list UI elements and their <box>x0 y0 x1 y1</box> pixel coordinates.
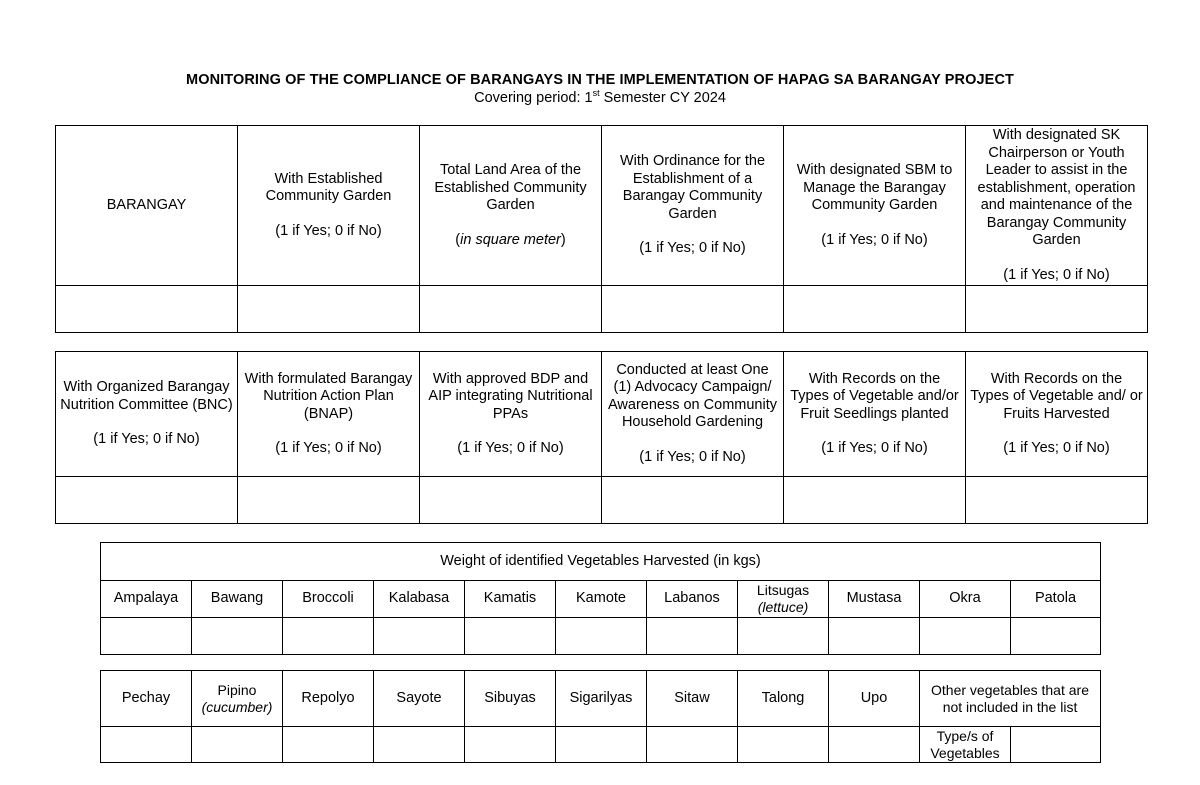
covering-period <box>0 90 1200 106</box>
vegetables-harvested-table-2 <box>100 670 1101 763</box>
header-label: With formulated Barangay Nutrition Action Plan (BNAP) <box>244 370 413 422</box>
header-label: With Organized Barangay Nutrition Committee (BNC) <box>60 379 233 413</box>
input-cell[interactable] <box>56 286 238 333</box>
veg-mustasa: Mustasa <box>829 581 920 618</box>
veg-patola: Patola <box>1011 581 1101 618</box>
header-note: (1 if Yes; 0 if No) <box>821 231 928 248</box>
header-label: With Records on the Types of Vegetable and/or Fruit Seedlings planted <box>790 370 959 422</box>
veg-broccoli: Broccoli <box>283 581 374 618</box>
header-harvest-records <box>966 352 1148 477</box>
header-label: With approved BDP and AIP integrating Nutritional PPAs <box>428 370 593 422</box>
input-cell[interactable] <box>966 286 1148 333</box>
input-cell[interactable] <box>101 618 192 655</box>
input-cell[interactable] <box>192 618 283 655</box>
vegetables-harvested-table <box>100 542 1101 655</box>
input-cell[interactable] <box>738 727 829 763</box>
veg-sitaw: Sitaw <box>647 671 738 727</box>
input-cell[interactable] <box>420 477 602 524</box>
veg-pechay: Pechay <box>101 671 192 727</box>
input-cell[interactable] <box>829 618 920 655</box>
input-cell[interactable] <box>784 286 966 333</box>
header-note: (1 if Yes; 0 if No) <box>457 440 564 456</box>
input-cell[interactable] <box>784 477 966 524</box>
header-label: Total Land Area of the Established Community Garden <box>434 162 587 213</box>
harvest-weight-heading: Weight of identified Vegetables Harvested (in kgs) <box>101 543 1101 581</box>
input-cell[interactable] <box>192 727 283 763</box>
header-bnc <box>56 352 238 477</box>
header-sk-chairperson <box>966 126 1148 286</box>
input-cell[interactable] <box>101 727 192 763</box>
header-sbm <box>784 126 966 286</box>
other-vegetables-header: Other vegetables that are not included in the list <box>920 671 1101 727</box>
veg-sibuyas: Sibuyas <box>465 671 556 727</box>
header-note: (1 if Yes; 0 if No) <box>1003 266 1110 283</box>
header-note: (1 if Yes; 0 if No) <box>275 222 382 239</box>
input-cell[interactable] <box>647 727 738 763</box>
header-note: (1 if Yes; 0 if No) <box>821 440 928 456</box>
veg-talong: Talong <box>738 671 829 727</box>
veg-sayote: Sayote <box>374 671 465 727</box>
input-cell[interactable] <box>829 727 920 763</box>
veg-kamatis: Kamatis <box>465 581 556 618</box>
header-label: Conducted at least One (1) Advocacy Campaign/ Awareness on Community Household Gardening <box>608 361 777 431</box>
input-cell[interactable] <box>238 286 420 333</box>
header-note: (1 if Yes; 0 if No) <box>1003 440 1110 456</box>
veg-okra: Okra <box>920 581 1011 618</box>
input-cell[interactable] <box>374 618 465 655</box>
input-cell[interactable] <box>556 727 647 763</box>
input-cell[interactable] <box>647 618 738 655</box>
veg-kalabasa: Kalabasa <box>374 581 465 618</box>
input-cell[interactable] <box>1011 727 1101 763</box>
nutrition-compliance-table <box>55 351 1148 524</box>
header-note: (1 if Yes; 0 if No) <box>639 240 746 257</box>
input-cell[interactable] <box>420 286 602 333</box>
header-land-area <box>420 126 602 286</box>
header-label: With Ordinance for the Establishment of a Barangay Community Garden <box>619 153 766 222</box>
header-label: With designated SK Chairperson or Youth Leader to assist in the establishment, operation and maintenance of the Barangay Community Garden <box>977 127 1136 248</box>
header-label: With Established Community Garden <box>265 170 392 205</box>
input-cell[interactable] <box>283 618 374 655</box>
type-of-vegetables-label: Type/s of Vegetables <box>920 727 1011 763</box>
garden-compliance-table <box>55 125 1148 333</box>
header-advocacy <box>602 352 784 477</box>
header-bnap <box>238 352 420 477</box>
veg-ampalaya: Ampalaya <box>101 581 192 618</box>
veg-sigarilyas: Sigarilyas <box>556 671 647 727</box>
veg-repolyo: Repolyo <box>283 671 374 727</box>
header-barangay: BARANGAY <box>56 126 238 286</box>
header-bdp-aip <box>420 352 602 477</box>
period-prefix: Covering period: 1 <box>474 90 593 106</box>
header-label: With Records on the Types of Vegetable and/ or Fruits Harvested <box>970 370 1143 422</box>
header-note: (1 if Yes; 0 if No) <box>93 431 200 448</box>
input-cell[interactable] <box>738 618 829 655</box>
input-cell[interactable] <box>238 477 420 524</box>
input-cell[interactable] <box>602 477 784 524</box>
header-label: With designated SBM to Manage the Barangay Community Garden <box>796 162 953 213</box>
header-note: (1 if Yes; 0 if No) <box>639 448 746 465</box>
header-note: (1 if Yes; 0 if No) <box>275 440 382 456</box>
veg-upo: Upo <box>829 671 920 727</box>
input-cell[interactable] <box>920 618 1011 655</box>
veg-litsugas: Litsugas (lettuce) <box>738 581 829 618</box>
header-established-garden <box>238 126 420 286</box>
veg-labanos: Labanos <box>647 581 738 618</box>
input-cell[interactable] <box>465 727 556 763</box>
period-ordinal: st <box>592 88 600 98</box>
veg-kamote: Kamote <box>556 581 647 618</box>
input-cell[interactable] <box>56 477 238 524</box>
input-cell[interactable] <box>556 618 647 655</box>
header-ordinance <box>602 126 784 286</box>
input-cell[interactable] <box>602 286 784 333</box>
header-seedlings-records <box>784 352 966 477</box>
page-title: MONITORING OF THE COMPLIANCE OF BARANGAYS IN THE IMPLEMENTATION OF HAPAG SA BARANGAY PROJECT <box>186 72 1014 88</box>
input-cell[interactable] <box>966 477 1148 524</box>
input-cell[interactable] <box>1011 618 1101 655</box>
period-suffix: Semester CY 2024 <box>599 90 726 106</box>
input-cell[interactable] <box>374 727 465 763</box>
input-cell[interactable] <box>283 727 374 763</box>
veg-pipino: Pipino (cucumber) <box>192 671 283 727</box>
input-cell[interactable] <box>465 618 556 655</box>
veg-bawang: Bawang <box>192 581 283 618</box>
header-note: (in square meter) <box>455 231 566 248</box>
